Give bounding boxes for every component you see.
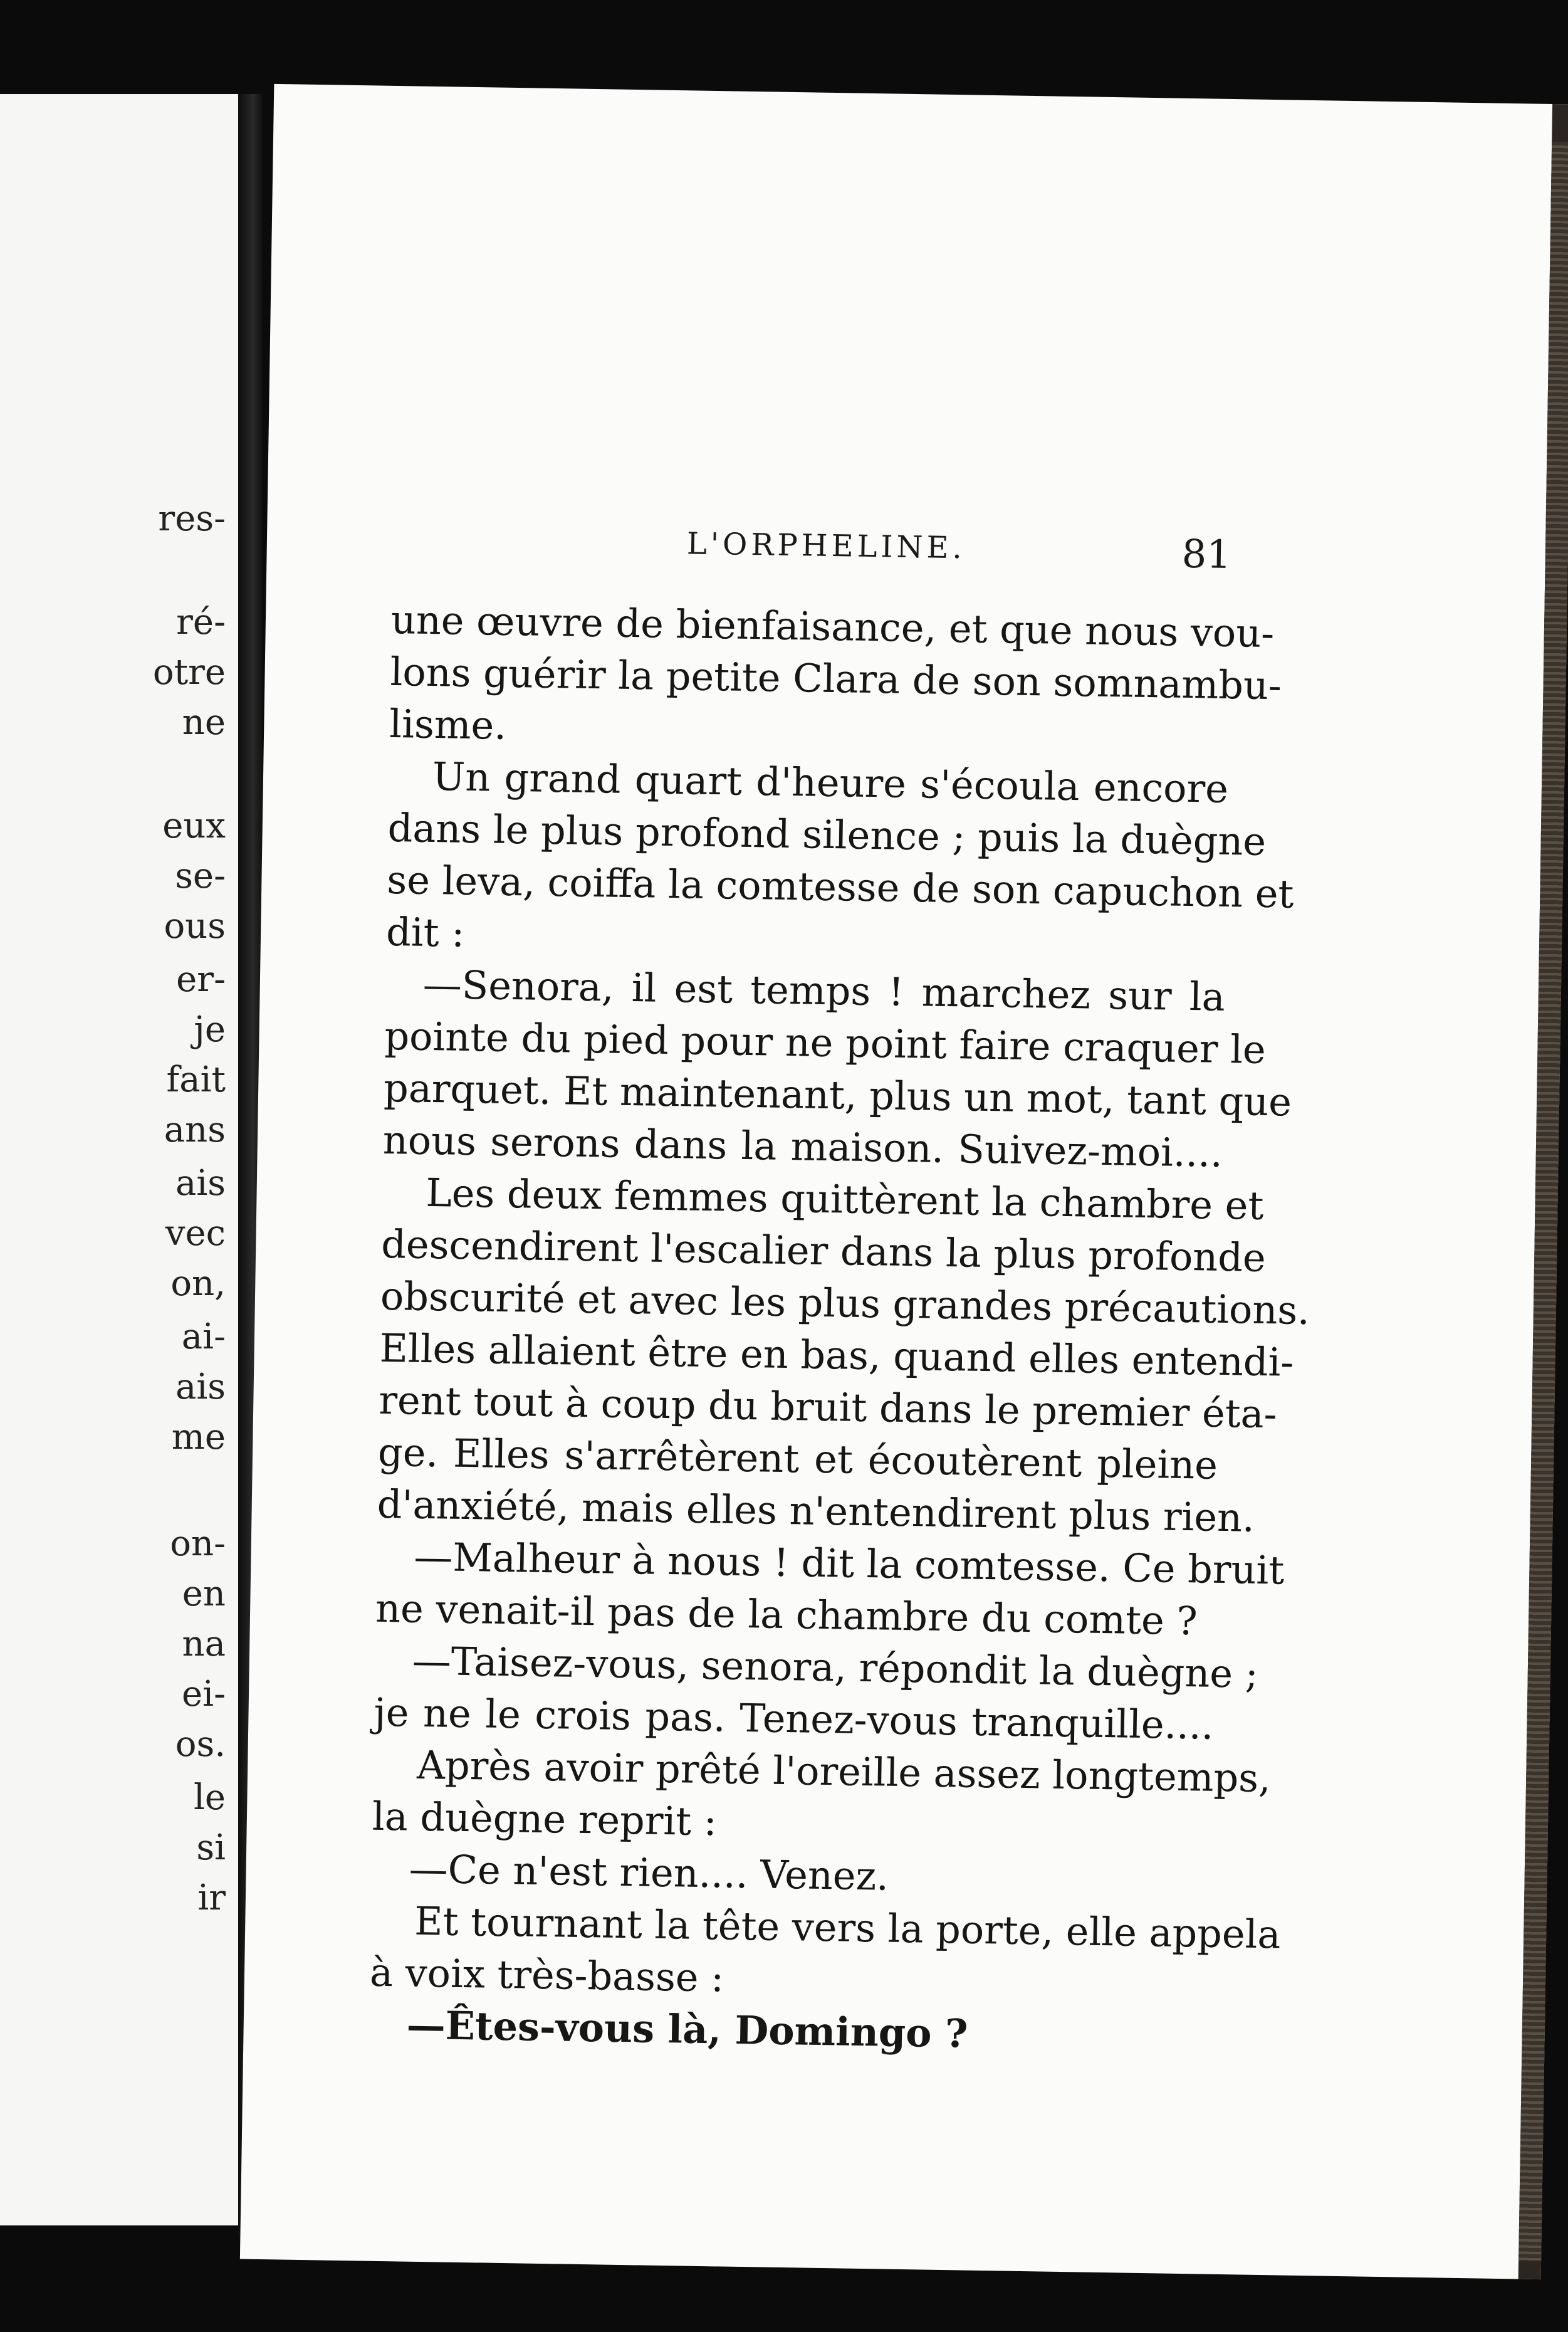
text-line: se leva, coiffa la comtesse de son capuchon et — [386, 856, 1294, 917]
text-line: lons guérir la petite Clara de son somnambu- — [390, 648, 1282, 709]
left-fragment: na — [182, 1624, 226, 1664]
left-fragment: me — [171, 1417, 226, 1458]
left-fragment: ai- — [181, 1316, 226, 1357]
text-line: à voix très-basse : — [369, 1949, 724, 2001]
left-fragment: ne — [182, 702, 226, 743]
left-fragment: ais — [175, 1367, 226, 1407]
text-line: Elles allaient être en bas, quand elles entendi- — [379, 1325, 1294, 1385]
text-line: descendirent l'escalier dans la plus profonde — [380, 1221, 1267, 1281]
page-body — [368, 594, 1310, 2064]
left-fragment: ei- — [182, 1674, 226, 1715]
text-line: d'anxiété, mais elles n'entendirent plus rien. — [377, 1481, 1255, 1541]
text-line: —Senora, il est temps ! marchez sur la — [422, 961, 1226, 1020]
running-head: L'ORPHELINE. — [686, 526, 966, 566]
page-number: 81 — [1181, 530, 1232, 577]
left-fragment: fait — [166, 1059, 226, 1100]
text-line: —Malheur à nous ! dit la comtesse. Ce bruit — [413, 1533, 1285, 1594]
text-line: Un grand quart d'heure s'écoula encore — [432, 754, 1229, 812]
text-line: —Êtes-vous là, Domingo ? — [406, 2002, 969, 2057]
left-fragment: ir — [197, 1878, 226, 1918]
text-line: dans le plus profond silence ; puis la duègne — [387, 804, 1267, 864]
left-fragment: res- — [158, 498, 226, 539]
left-fragment: ous — [164, 906, 226, 947]
left-fragment: on- — [170, 1523, 226, 1564]
text-line: je ne le crois pas. Tenez-vous tranquille.... — [374, 1689, 1215, 1748]
left-fragment: je — [194, 1009, 226, 1050]
text-line: la duègne reprit : — [372, 1793, 718, 1845]
text-line: dit : — [385, 908, 465, 956]
text-line: —Taisez-vous, senora, répondit la duègne ; — [412, 1637, 1259, 1697]
text-line: Et tournant la tête vers la porte, elle appela — [414, 1898, 1281, 1958]
text-line: lisme. — [389, 700, 507, 748]
left-fragment: otre — [152, 652, 226, 693]
left-fragment: on, — [170, 1263, 226, 1304]
left-fragment: le — [193, 1777, 226, 1818]
book-page — [240, 84, 1568, 2279]
page-header — [268, 435, 1547, 577]
text-line: Les deux femmes quittèrent la chambre et — [426, 1169, 1264, 1229]
text-line: une œuvre de bienfaisance, et que nous vou- — [390, 596, 1275, 657]
left-fragment: er- — [176, 959, 226, 1000]
text-line: rent tout à coup du bruit dans le premier éta- — [378, 1377, 1278, 1437]
left-fragment: os. — [175, 1724, 226, 1765]
left-fragment: en — [182, 1573, 226, 1614]
text-line: obscurité et avec les plus grandes précautions. — [380, 1273, 1310, 1334]
left-fragment: si — [196, 1827, 226, 1868]
left-fragment: eux — [162, 806, 226, 846]
text-line: ne venait-il pas de la chambre du comte ? — [375, 1585, 1198, 1644]
text-line: —Ce n'est rien.... Venez. — [409, 1846, 889, 1899]
left-fragment: vec — [165, 1213, 226, 1254]
text-line: nous serons dans la maison. Suivez-moi.... — [382, 1116, 1223, 1176]
text-line: parquet. Et maintenant, plus un mot, tant que — [383, 1064, 1292, 1125]
left-fragment: ré- — [176, 602, 226, 643]
left-fragment: ais — [175, 1163, 226, 1204]
left-fragment: se- — [175, 856, 226, 896]
text-line: ge. Elles s'arrêtèrent et écoutèrent pleine — [377, 1429, 1218, 1488]
text-line: pointe du pied pour ne point faire craquer le — [384, 1012, 1267, 1073]
left-fragment: ans — [164, 1110, 226, 1150]
previous-page-fragment — [0, 94, 247, 2225]
text-line: Après avoir prêté l'oreille assez longtemps, — [416, 1741, 1272, 1802]
